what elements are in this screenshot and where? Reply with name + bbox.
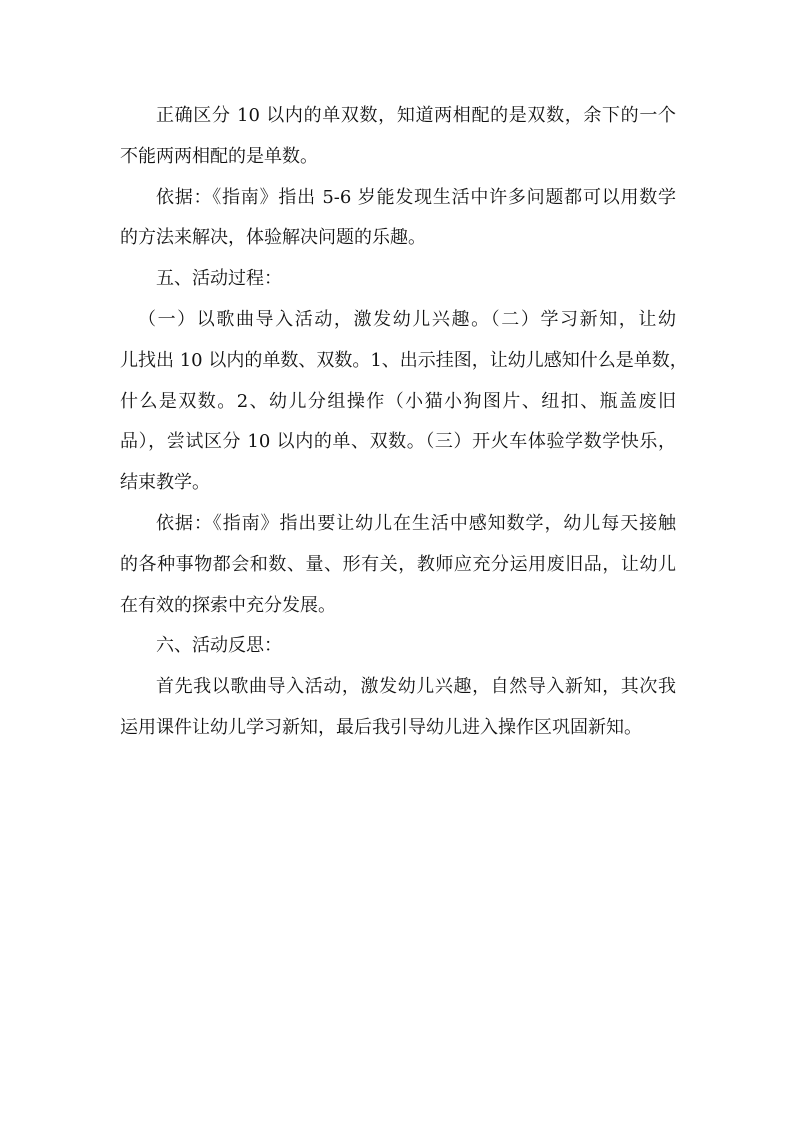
text-line: 五、活动过程： (156, 268, 282, 290)
text-line: 正确区分 10 以内的单双数，知道两相配的是双数，余下的一个 (156, 105, 676, 126)
section-heading-activity-reflection (120, 626, 676, 667)
text-line: 儿找出 10 以内的单数、双数。1、出示挂图，让幼儿感知什么是单数， (120, 349, 688, 371)
text-line: 结束教学。 (120, 472, 210, 494)
paragraph-activity-steps (120, 300, 688, 504)
section-heading-activity-process (120, 259, 676, 300)
paragraph-reflection (120, 667, 676, 749)
text-line: 什么是双数。2、幼儿分组操作（小猫小狗图片、纽扣、瓶盖废旧 (120, 390, 676, 412)
text-line: 六、活动反思： (156, 635, 282, 657)
text-line: 在有效的探索中充分发展。 (120, 594, 336, 616)
text-line: 的各种事物都会和数、量、形有关，教师应充分运用废旧品，让幼儿 (120, 553, 676, 575)
text-line: 依据：《指南》指出要让幼儿在生活中感知数学，幼儿每天接触 (156, 512, 676, 534)
paragraph-odd-even-goal (120, 96, 676, 178)
text-line: 的方法来解决，体验解决问题的乐趣。 (120, 227, 426, 249)
document-page (120, 96, 688, 749)
text-line: 不能两两相配的是单数。 (120, 145, 318, 167)
text-line: 品），尝试区分 10 以内的单、双数。（三）开火车体验学数学快乐， (120, 431, 676, 453)
paragraph-basis-guide-2 (120, 504, 676, 626)
text-line: （一）以歌曲导入活动，激发幼儿兴趣。（二）学习新知，让幼 (138, 308, 676, 330)
text-line: 首先我以歌曲导入活动，激发幼儿兴趣，自然导入新知，其次我 (156, 676, 676, 698)
paragraph-basis-guide-1 (120, 178, 676, 260)
text-line: 依据：《指南》指出 5-6 岁能发现生活中许多问题都可以用数学 (156, 186, 676, 208)
text-line: 运用课件让幼儿学习新知，最后我引导幼儿进入操作区巩固新知。 (120, 716, 642, 738)
